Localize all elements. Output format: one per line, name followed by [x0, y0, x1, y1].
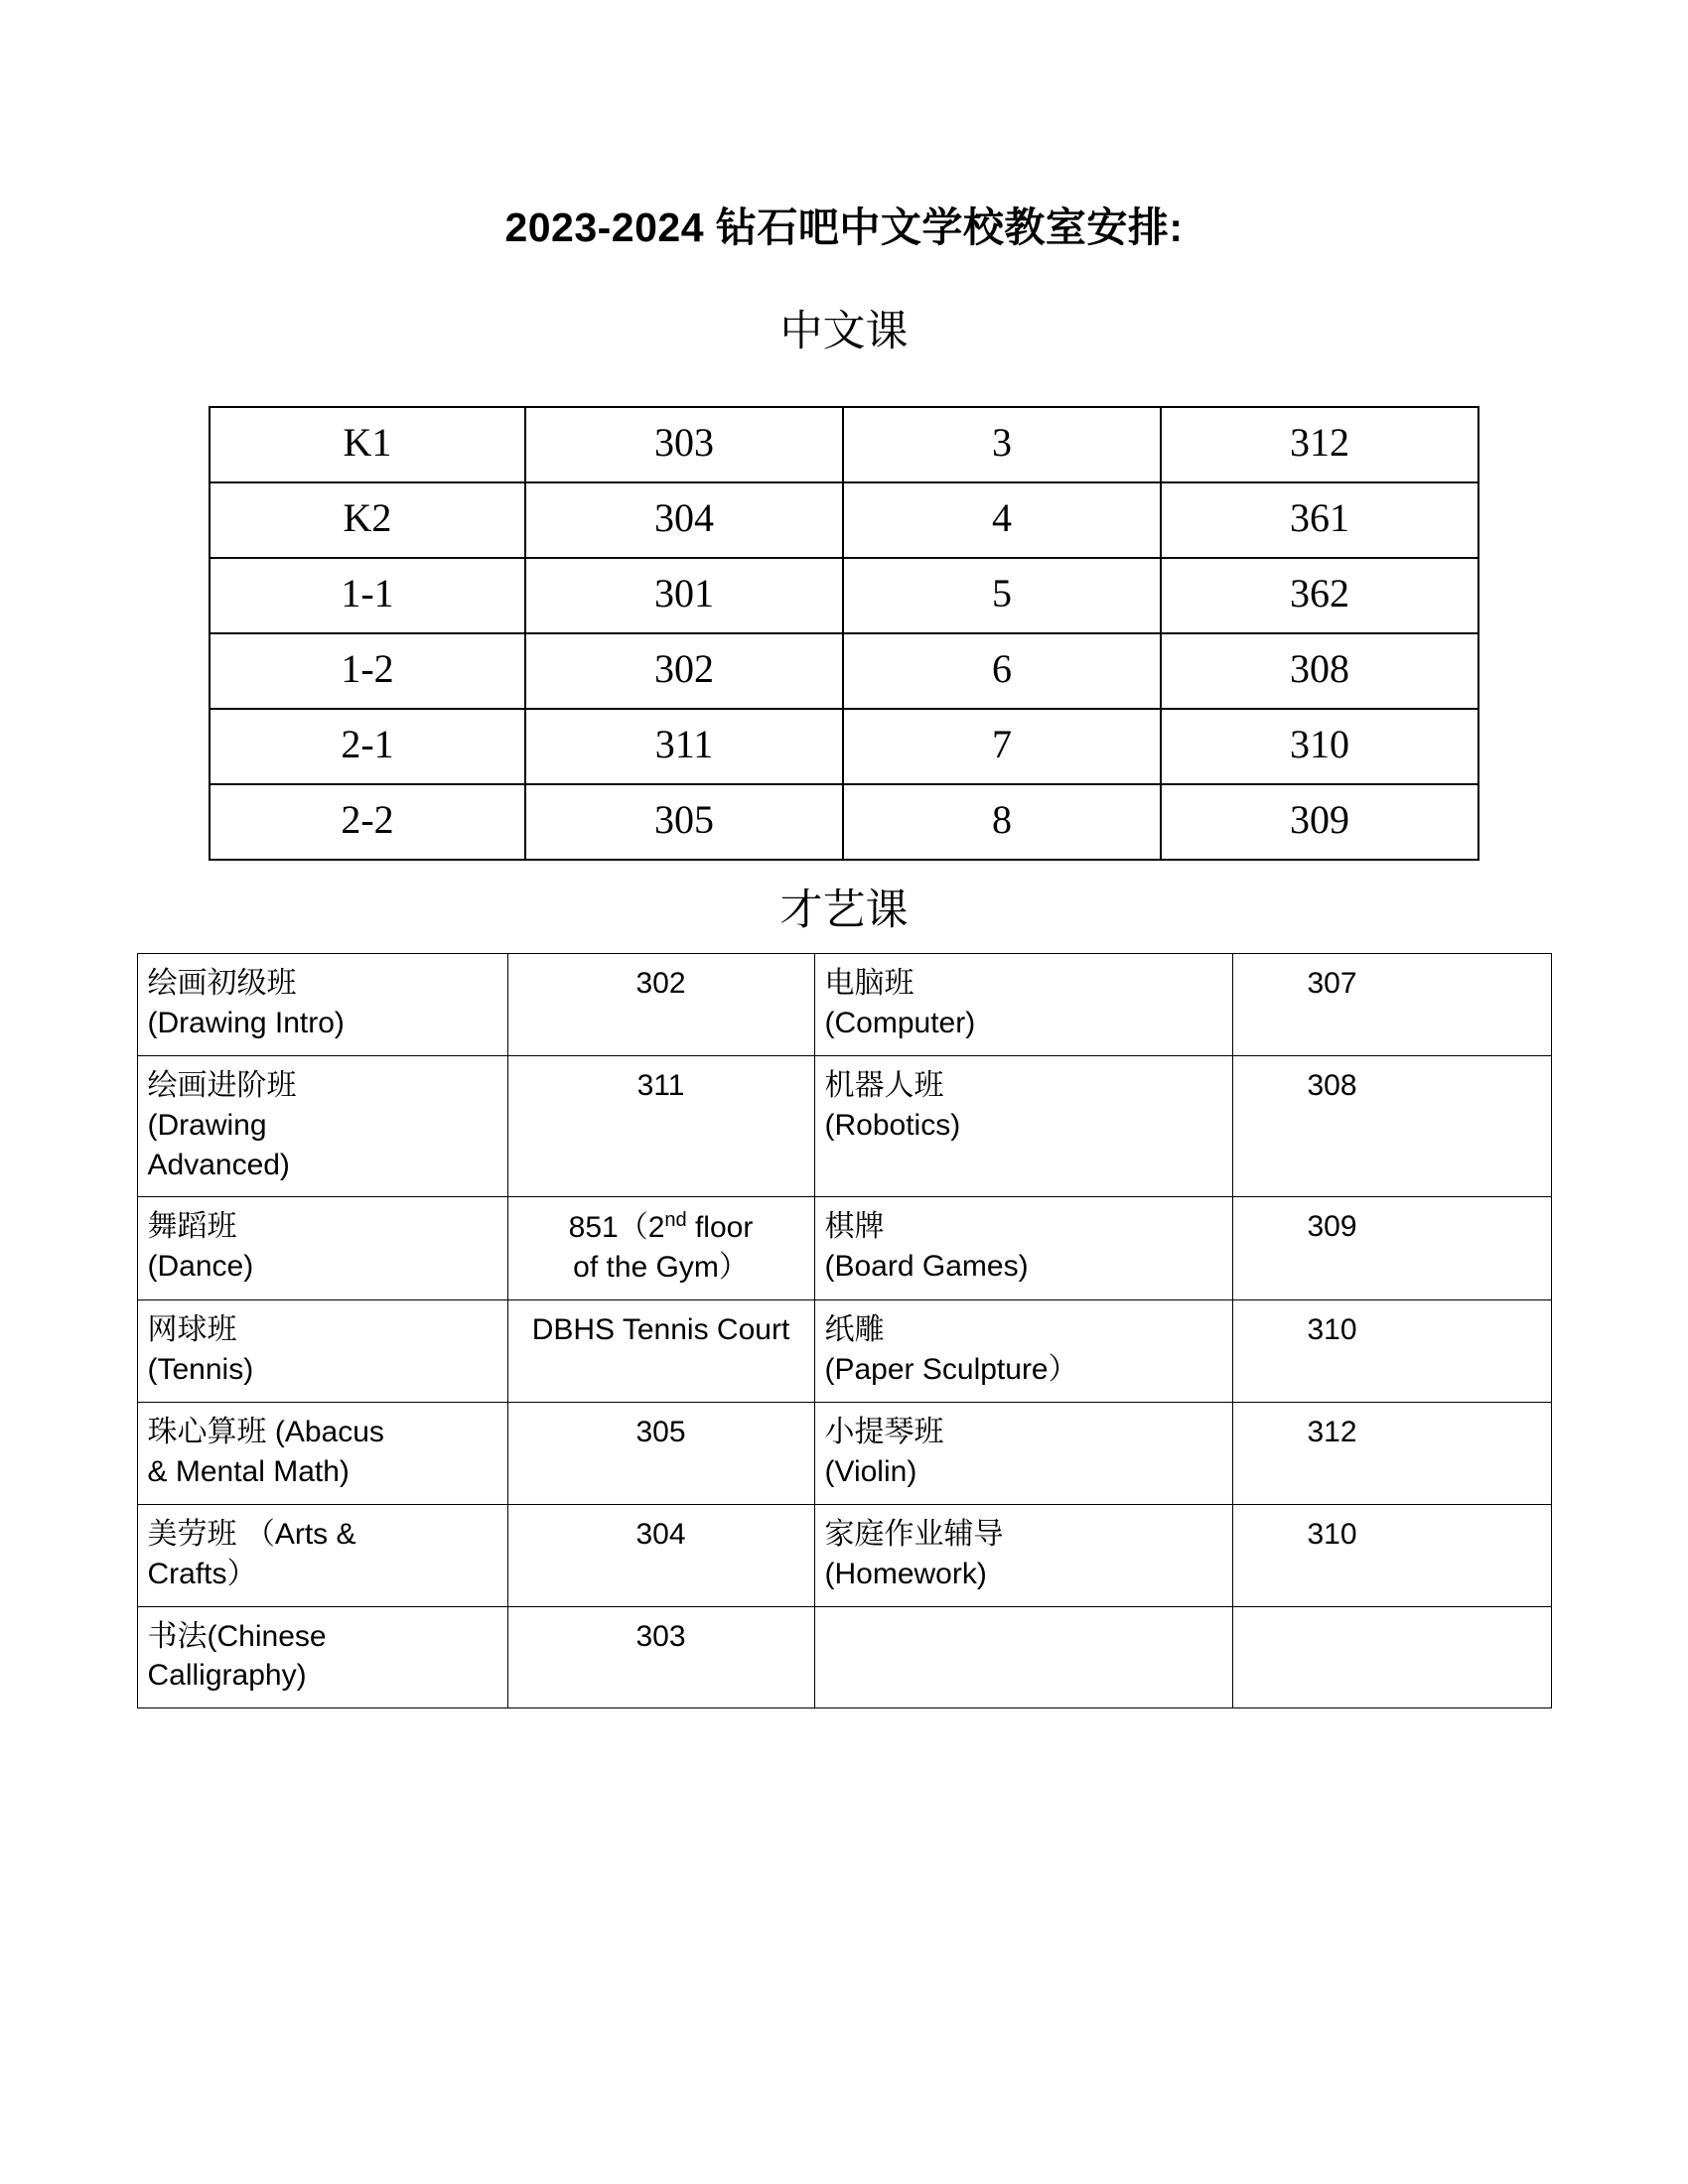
room-cell: DBHS Tennis Court	[507, 1300, 814, 1403]
room-cell: 302	[525, 633, 843, 709]
room-cell: 302	[507, 954, 814, 1056]
room-ordinal-suffix: nd	[664, 1209, 687, 1232]
class-name-line-cn: 珠心算班 (Abacus	[147, 1416, 384, 1449]
class-name-cell	[137, 1504, 507, 1606]
class-name-line-cn: 网球班	[147, 1313, 237, 1347]
class-name-cell: 2-2	[210, 784, 525, 860]
room-cell: 304	[507, 1504, 814, 1606]
room-cell: 301	[525, 558, 843, 633]
class-name-cell: K1	[210, 407, 525, 482]
table-row	[137, 1403, 1551, 1505]
room-cell: 307	[1232, 954, 1551, 1056]
room-cell: 310	[1232, 1504, 1551, 1606]
class-name-line-en: & Mental Math)	[147, 1454, 350, 1488]
room-cell	[1232, 1606, 1551, 1708]
class-name-line-cn: 家庭作业辅导	[824, 1517, 1004, 1551]
class-name-line-en: (Homework)	[824, 1557, 987, 1590]
room-cell: 311	[525, 709, 843, 784]
class-name-line-cn: 棋牌	[824, 1210, 885, 1244]
class-name-cell: 2-1	[210, 709, 525, 784]
class-name-cell	[137, 1300, 507, 1403]
page-title: 2023-2024 钻石吧中文学校教室安排:	[504, 205, 1184, 250]
class-name-cell: 4	[843, 482, 1161, 558]
class-name-cell	[814, 1606, 1232, 1708]
class-name-cell: 5	[843, 558, 1161, 633]
room-cell: 310	[1232, 1300, 1551, 1403]
class-name-cell	[814, 1197, 1232, 1300]
table-row	[210, 407, 1478, 482]
room-line-1	[518, 1207, 804, 1248]
talent-class-table	[137, 953, 1552, 1708]
room-cell: 311	[507, 1055, 814, 1197]
class-name-line-en: (Board Games)	[824, 1250, 1029, 1284]
class-name-cell: 6	[843, 633, 1161, 709]
class-name-line-en: (Violin)	[824, 1454, 917, 1488]
class-name-line-cn: 书法(Chinese	[147, 1619, 327, 1653]
room-cell: 362	[1161, 558, 1478, 633]
table-row	[137, 1300, 1551, 1403]
class-name-line-en: Calligraphy)	[147, 1659, 307, 1693]
class-name-cell	[137, 954, 507, 1056]
class-name-line-en: (Dance)	[147, 1250, 254, 1284]
class-name-line-cn: 绘画进阶班	[147, 1068, 297, 1102]
table-row	[137, 954, 1551, 1056]
table-row	[137, 1197, 1551, 1300]
class-name-cell	[814, 1300, 1232, 1403]
table-row	[210, 784, 1478, 860]
table-row	[137, 1055, 1551, 1197]
class-name-cell	[814, 1055, 1232, 1197]
class-name-line-en: (Robotics)	[824, 1108, 961, 1142]
table-row	[137, 1606, 1551, 1708]
room-prefix: 851（2	[568, 1211, 665, 1245]
room-cell: 309	[1232, 1197, 1551, 1300]
class-name-line-en: (Tennis)	[147, 1353, 254, 1387]
room-cell: 309	[1161, 784, 1478, 860]
class-name-line-en: (Paper Sculpture）	[824, 1353, 1078, 1387]
room-cell: 310	[1161, 709, 1478, 784]
class-name-line-en2: Advanced)	[147, 1148, 290, 1181]
class-name-line-en: (Drawing Intro)	[147, 1006, 345, 1039]
class-name-cell	[814, 954, 1232, 1056]
room-cell: 308	[1161, 633, 1478, 709]
class-name-line-en: (Computer)	[824, 1006, 976, 1039]
class-name-cell: 3	[843, 407, 1161, 482]
class-name-line-cn: 纸雕	[824, 1313, 885, 1347]
class-name-line-en: Crafts）	[147, 1557, 257, 1590]
table-row	[137, 1504, 1551, 1606]
room-mid: floor	[686, 1211, 754, 1245]
class-name-line-en: (Drawing	[147, 1108, 267, 1142]
class-name-line-cn: 美劳班 （Arts &	[147, 1517, 356, 1551]
room-cell: 304	[525, 482, 843, 558]
room-cell: 303	[507, 1606, 814, 1708]
table-row	[210, 482, 1478, 558]
class-name-cell	[814, 1403, 1232, 1505]
room-line-2: of the Gym）	[573, 1251, 749, 1285]
room-cell: 312	[1161, 407, 1478, 482]
table-row	[210, 633, 1478, 709]
room-cell: 361	[1161, 482, 1478, 558]
room-cell: 305	[507, 1403, 814, 1505]
class-name-cell: K2	[210, 482, 525, 558]
class-name-cell	[137, 1197, 507, 1300]
room-cell	[507, 1197, 814, 1300]
table-row	[210, 709, 1478, 784]
class-name-line-cn: 电脑班	[824, 967, 914, 1000]
class-name-cell	[814, 1504, 1232, 1606]
class-name-line-cn: 小提琴班	[824, 1416, 944, 1449]
class-name-line-cn: 机器人班	[824, 1068, 944, 1102]
class-name-line-cn: 舞蹈班	[147, 1210, 237, 1244]
table-row	[210, 558, 1478, 633]
class-name-cell	[137, 1403, 507, 1505]
class-name-cell	[137, 1606, 507, 1708]
class-name-cell: 7	[843, 709, 1161, 784]
section-heading-chinese: 中文课	[779, 308, 909, 355]
class-name-cell: 8	[843, 784, 1161, 860]
class-name-cell	[137, 1055, 507, 1197]
chinese-class-table	[209, 406, 1479, 861]
class-name-cell: 1-1	[210, 558, 525, 633]
class-name-cell: 1-2	[210, 633, 525, 709]
class-name-line-cn: 绘画初级班	[147, 967, 297, 1000]
room-cell: 308	[1232, 1055, 1551, 1197]
section-heading-talent: 才艺课	[779, 887, 909, 934]
room-cell: 305	[525, 784, 843, 860]
room-cell: 312	[1232, 1403, 1551, 1505]
room-cell: 303	[525, 407, 843, 482]
